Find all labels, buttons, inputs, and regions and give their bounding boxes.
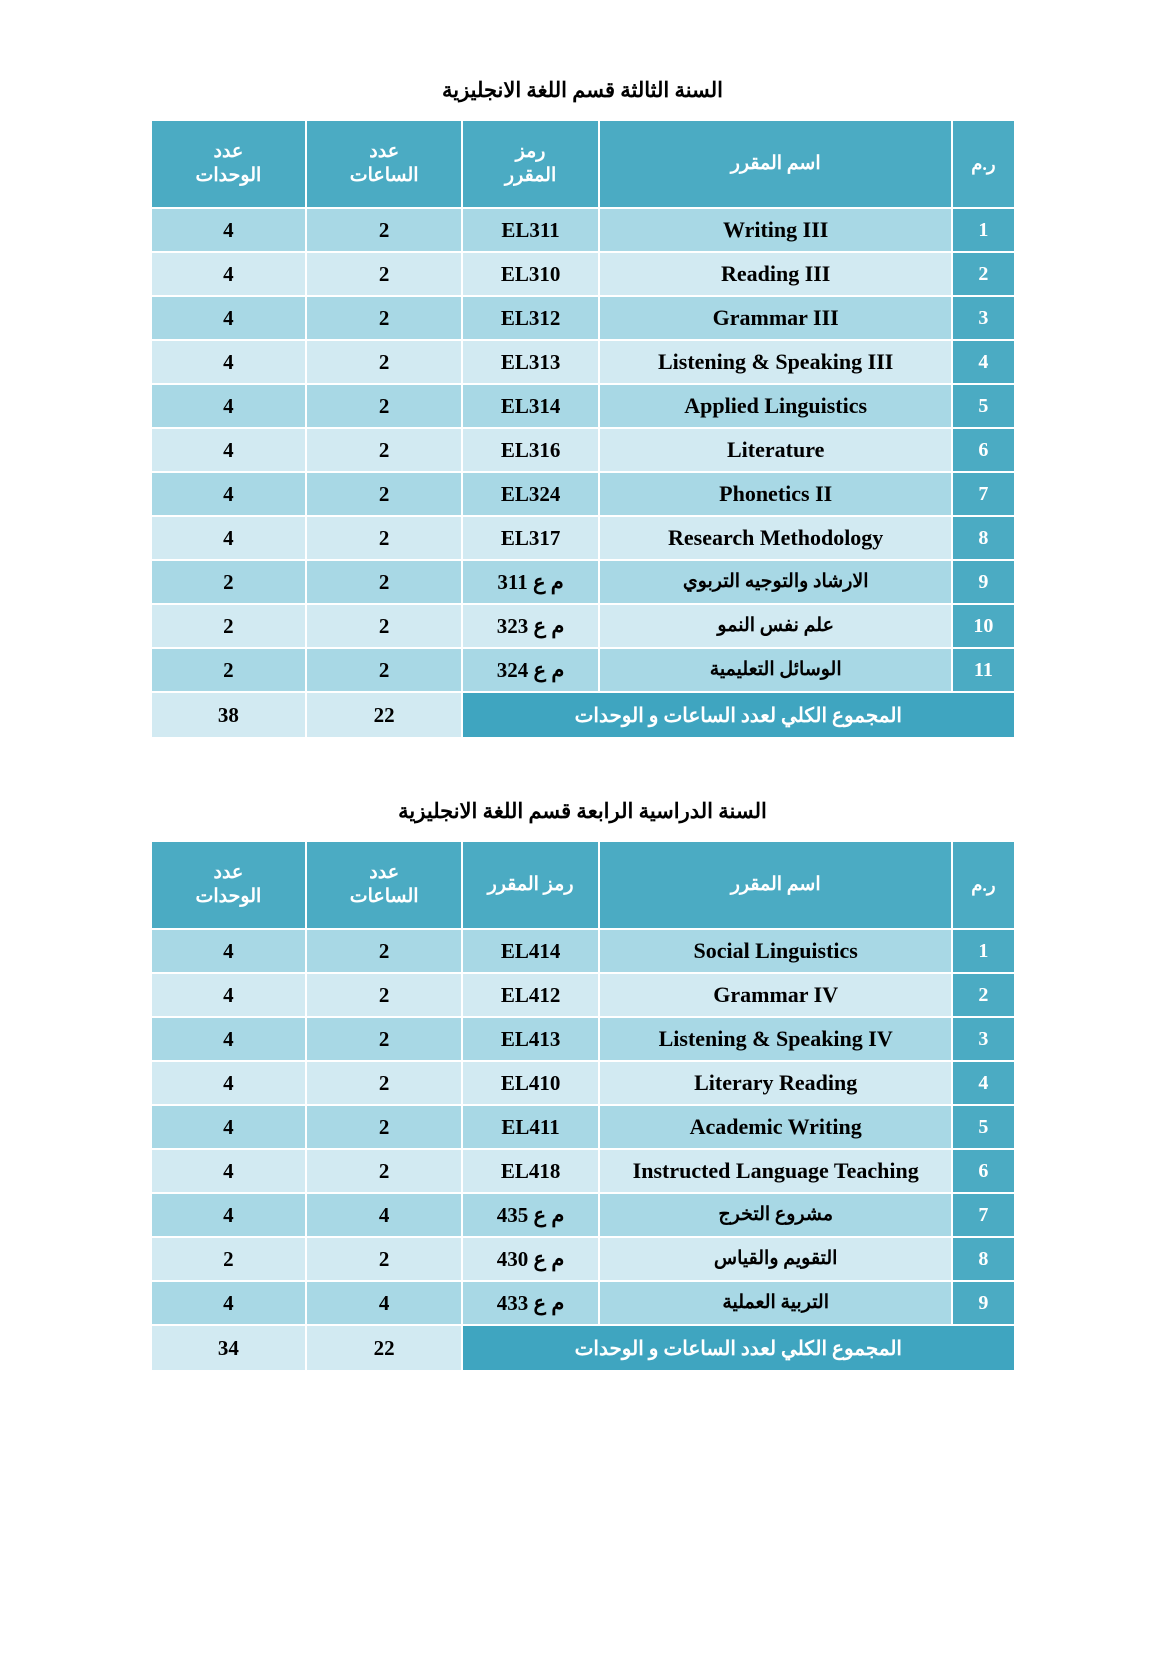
course-units: 2 <box>152 561 306 603</box>
row-index: 4 <box>953 1062 1013 1104</box>
course-code: EL413 <box>463 1018 598 1060</box>
table-row <box>152 1282 1014 1324</box>
total-units: 38 <box>152 693 306 737</box>
table-row <box>152 1106 1014 1148</box>
fourth-year-courses-table <box>150 840 1016 1372</box>
table-row <box>152 209 1014 251</box>
course-hours: 2 <box>307 209 461 251</box>
header-hours-line1: عدد <box>369 141 400 163</box>
course-units: 2 <box>152 605 306 647</box>
course-units: 4 <box>152 253 306 295</box>
course-units: 4 <box>152 1018 306 1060</box>
course-hours: 2 <box>307 1062 461 1104</box>
row-index: 10 <box>953 605 1013 647</box>
table-2-body <box>152 930 1014 1324</box>
table-2-foot <box>152 1326 1014 1370</box>
course-name: مشروع التخرج <box>600 1194 951 1236</box>
header-hours-line2: الساعات <box>349 886 419 907</box>
table-row <box>152 341 1014 383</box>
course-hours: 2 <box>307 297 461 339</box>
course-name: Listening & Speaking IV <box>600 1018 951 1060</box>
course-code: م ع 324 <box>463 649 598 691</box>
course-code: EL313 <box>463 341 598 383</box>
course-code: EL414 <box>463 930 598 972</box>
course-name: Applied Linguistics <box>600 385 951 427</box>
course-units: 2 <box>152 1238 306 1280</box>
course-name: Reading III <box>600 253 951 295</box>
table-row <box>152 473 1014 515</box>
course-name: Literature <box>600 429 951 471</box>
course-code: م ع 323 <box>463 605 598 647</box>
course-hours: 4 <box>307 1194 461 1236</box>
header-course-name: اسم المقرر <box>600 121 951 207</box>
header-hours-line1: عدد <box>369 862 400 884</box>
row-index: 5 <box>953 385 1013 427</box>
course-name: الارشاد والتوجيه التربوي <box>600 561 951 603</box>
course-name: Phonetics II <box>600 473 951 515</box>
course-code: EL312 <box>463 297 598 339</box>
header-index: ر.م <box>953 842 1013 928</box>
header-course-name: اسم المقرر <box>600 842 951 928</box>
course-code: EL311 <box>463 209 598 251</box>
total-hours: 22 <box>307 693 461 737</box>
course-hours: 4 <box>307 1282 461 1324</box>
table-row <box>152 974 1014 1016</box>
course-hours: 2 <box>307 253 461 295</box>
course-hours: 2 <box>307 1238 461 1280</box>
course-units: 4 <box>152 473 306 515</box>
row-index: 5 <box>953 1106 1013 1148</box>
header-units-line1: عدد <box>213 141 244 163</box>
course-units: 4 <box>152 930 306 972</box>
course-units: 4 <box>152 341 306 383</box>
table-1-head <box>152 121 1014 207</box>
header-units-line2: الوحدات <box>195 165 262 186</box>
table-2-wrapper <box>150 840 1016 1372</box>
row-index: 11 <box>953 649 1013 691</box>
course-hours: 2 <box>307 1150 461 1192</box>
top-margin <box>0 0 1165 78</box>
header-course-code-line2: المقرر <box>504 165 557 186</box>
course-code: م ع 430 <box>463 1238 598 1280</box>
table-row <box>152 930 1014 972</box>
course-name: Literary Reading <box>600 1062 951 1104</box>
row-index: 7 <box>953 1194 1013 1236</box>
course-name: Listening & Speaking III <box>600 341 951 383</box>
course-code: م ع 435 <box>463 1194 598 1236</box>
header-course-code <box>463 121 598 207</box>
course-hours: 2 <box>307 1018 461 1060</box>
course-hours: 2 <box>307 605 461 647</box>
row-index: 8 <box>953 517 1013 559</box>
row-index: 9 <box>953 1282 1013 1324</box>
table-2-header-row <box>152 842 1014 928</box>
table-2-total-row <box>152 1326 1014 1370</box>
course-hours: 2 <box>307 649 461 691</box>
course-code: EL324 <box>463 473 598 515</box>
table-row <box>152 561 1014 603</box>
course-units: 4 <box>152 1062 306 1104</box>
course-units: 4 <box>152 209 306 251</box>
row-index: 1 <box>953 209 1013 251</box>
course-name: Writing III <box>600 209 951 251</box>
course-units: 4 <box>152 974 306 1016</box>
table-row <box>152 1194 1014 1236</box>
table-row <box>152 605 1014 647</box>
course-hours: 2 <box>307 473 461 515</box>
course-units: 4 <box>152 1194 306 1236</box>
table-1-total-row <box>152 693 1014 737</box>
row-index: 6 <box>953 429 1013 471</box>
course-code: م ع 433 <box>463 1282 598 1324</box>
table-row <box>152 1062 1014 1104</box>
course-name: التقويم والقياس <box>600 1238 951 1280</box>
table-row <box>152 297 1014 339</box>
header-course-code-line1: رمز <box>515 141 546 163</box>
title-spacer-2 <box>0 824 1165 840</box>
course-code: EL410 <box>463 1062 598 1104</box>
row-index: 3 <box>953 297 1013 339</box>
header-hours-line2: الساعات <box>349 165 419 186</box>
course-name: Grammar III <box>600 297 951 339</box>
course-hours: 2 <box>307 341 461 383</box>
course-units: 4 <box>152 1282 306 1324</box>
table-1-title: السنة الثالثة قسم اللغة الانجليزية <box>441 78 724 102</box>
table-row <box>152 1018 1014 1060</box>
row-index: 1 <box>953 930 1013 972</box>
course-code: EL310 <box>463 253 598 295</box>
course-hours: 2 <box>307 429 461 471</box>
course-name: علم نفس النمو <box>600 605 951 647</box>
course-hours: 2 <box>307 385 461 427</box>
course-hours: 2 <box>307 561 461 603</box>
course-hours: 2 <box>307 930 461 972</box>
row-index: 7 <box>953 473 1013 515</box>
course-hours: 2 <box>307 974 461 1016</box>
table-row <box>152 1150 1014 1192</box>
total-units: 34 <box>152 1326 306 1370</box>
table-1-header-row <box>152 121 1014 207</box>
table-row <box>152 429 1014 471</box>
header-hours <box>307 121 461 207</box>
course-code: EL411 <box>463 1106 598 1148</box>
course-units: 2 <box>152 649 306 691</box>
course-name: التربية العملية <box>600 1282 951 1324</box>
course-units: 4 <box>152 297 306 339</box>
table-1-wrapper <box>150 119 1016 739</box>
table-row <box>152 253 1014 295</box>
table-row <box>152 649 1014 691</box>
row-index: 9 <box>953 561 1013 603</box>
header-hours <box>307 842 461 928</box>
row-index: 4 <box>953 341 1013 383</box>
header-units-line2: الوحدات <box>195 886 262 907</box>
table-2-title: السنة الدراسية الرابعة قسم اللغة الانجليزية <box>398 799 767 823</box>
title-spacer-1 <box>0 103 1165 119</box>
course-name: Academic Writing <box>600 1106 951 1148</box>
table-row <box>152 1238 1014 1280</box>
row-index: 2 <box>953 253 1013 295</box>
table-2-head <box>152 842 1014 928</box>
table-spacer <box>0 739 1165 799</box>
course-units: 4 <box>152 517 306 559</box>
course-units: 4 <box>152 1106 306 1148</box>
table-row <box>152 517 1014 559</box>
header-index: ر.م <box>953 121 1013 207</box>
table-row <box>152 385 1014 427</box>
header-units-line1: عدد <box>213 862 244 884</box>
course-name: Instructed Language Teaching <box>600 1150 951 1192</box>
course-code: EL418 <box>463 1150 598 1192</box>
course-code: EL316 <box>463 429 598 471</box>
course-name: الوسائل التعليمية <box>600 649 951 691</box>
course-code: EL412 <box>463 974 598 1016</box>
total-label: المجموع الكلي لعدد الساعات و الوحدات <box>463 1326 1013 1370</box>
header-units <box>152 121 306 207</box>
row-index: 8 <box>953 1238 1013 1280</box>
course-code: م ع 311 <box>463 561 598 603</box>
course-hours: 2 <box>307 1106 461 1148</box>
row-index: 2 <box>953 974 1013 1016</box>
course-units: 4 <box>152 1150 306 1192</box>
course-name: Social Linguistics <box>600 930 951 972</box>
table-1-foot <box>152 693 1014 737</box>
course-units: 4 <box>152 429 306 471</box>
third-year-courses-table <box>150 119 1016 739</box>
course-hours: 2 <box>307 517 461 559</box>
course-units: 4 <box>152 385 306 427</box>
course-code: EL314 <box>463 385 598 427</box>
total-hours: 22 <box>307 1326 461 1370</box>
header-units <box>152 842 306 928</box>
table-1-body <box>152 209 1014 691</box>
course-name: Grammar IV <box>600 974 951 1016</box>
course-name: Research Methodology <box>600 517 951 559</box>
course-code: EL317 <box>463 517 598 559</box>
total-label: المجموع الكلي لعدد الساعات و الوحدات <box>463 693 1013 737</box>
header-course-code: رمز المقرر <box>463 842 598 928</box>
row-index: 6 <box>953 1150 1013 1192</box>
row-index: 3 <box>953 1018 1013 1060</box>
